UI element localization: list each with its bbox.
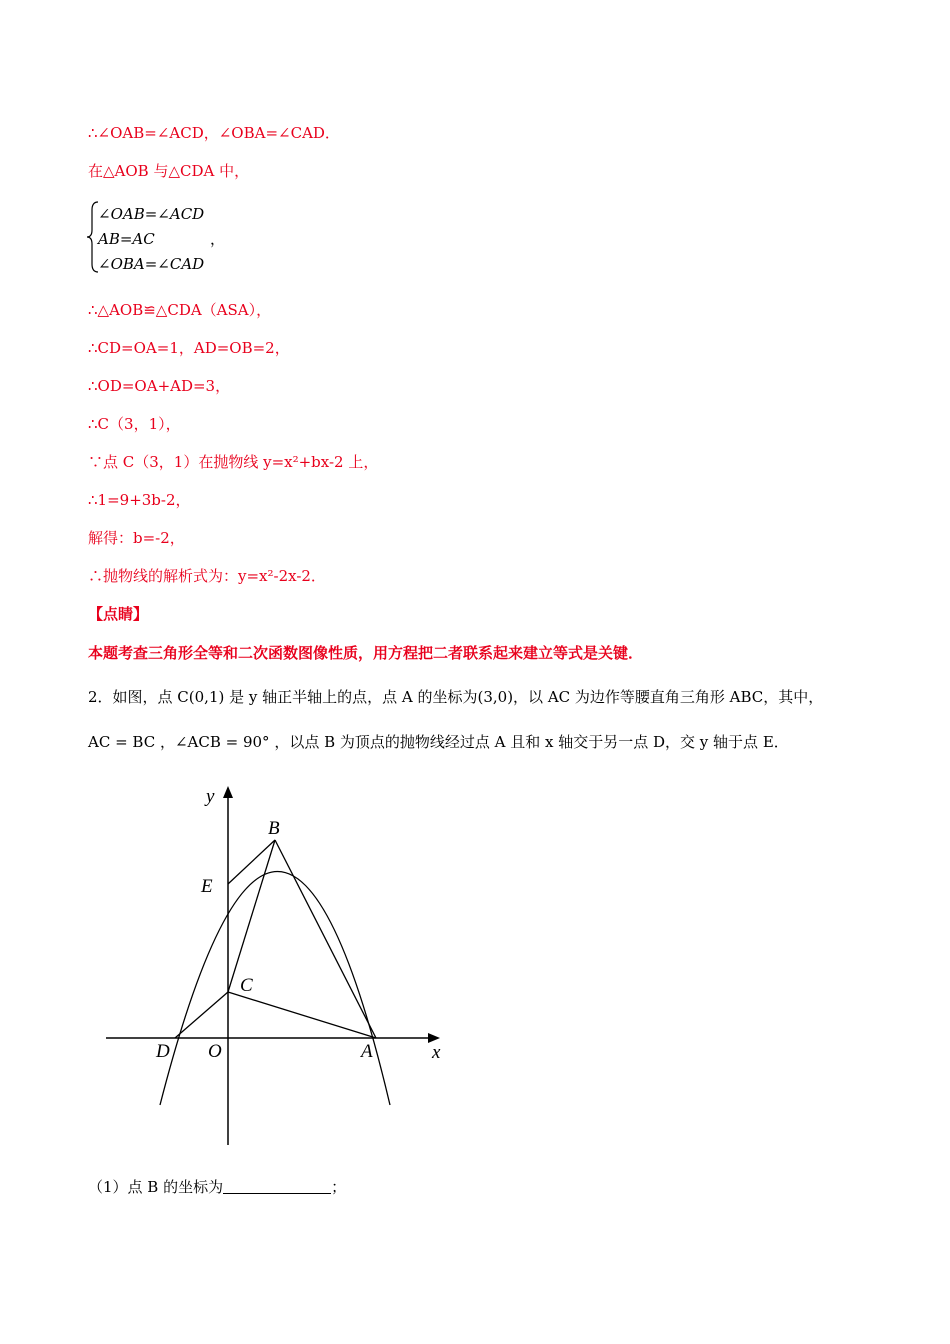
system-eq-1: ∠OAB=∠ACD xyxy=(98,205,205,223)
label-b: B xyxy=(268,818,280,839)
label-y: y xyxy=(206,786,215,807)
solution-line-5: ∴OD=OA+AD=3， xyxy=(88,377,231,395)
solution-line-7: ∵点 C（3，1）在抛物线 y=x²+bx-2 上， xyxy=(88,453,379,471)
part-1-text: （1）点 B 的坐标为 xyxy=(88,1178,224,1196)
segment-dc xyxy=(175,992,228,1038)
parabola xyxy=(160,872,390,1106)
part-1-end: ； xyxy=(331,1178,347,1196)
solution-line-9: 解得：b=-2， xyxy=(88,529,185,547)
review-text: 本题考查三角形全等和二次函数图像性质，用方程把二者联系起来建立等式是关键． xyxy=(88,644,644,662)
label-c: C xyxy=(240,975,253,996)
system-eq-3: ∠OBA=∠CAD xyxy=(98,255,205,273)
geometry-figure xyxy=(100,780,460,1150)
system-comma: ， xyxy=(210,230,226,248)
label-e: E xyxy=(201,876,213,897)
solution-line-4: ∴CD=OA=1，AD=OB=2， xyxy=(88,339,290,357)
answer-blank[interactable] xyxy=(223,1179,331,1194)
label-d: D xyxy=(156,1041,170,1062)
label-x: x xyxy=(432,1042,441,1063)
y-axis-arrow xyxy=(223,786,233,798)
solution-line-2: 在△AOB 与△CDA 中， xyxy=(88,162,250,180)
system-eq-2: AB=AC xyxy=(98,230,155,248)
review-heading: 【点睛】 xyxy=(88,605,149,623)
solution-line-8: ∴1=9+3b-2， xyxy=(88,491,191,509)
segment-ba xyxy=(275,840,376,1038)
question-line-2: AC = BC ，∠ACB = 90° ，以点 B 为顶点的抛物线经过点 A 且和 x 轴交于另一点 D，交 y 轴于点 E． xyxy=(88,733,789,751)
label-o: O xyxy=(208,1041,222,1062)
part-1 xyxy=(88,1176,346,1198)
segment-ca xyxy=(228,992,376,1038)
solution-line-6: ∴C（3，1）， xyxy=(88,415,181,433)
solution-line-10: ∴抛物线的解析式为：y=x²-2x-2． xyxy=(88,567,326,585)
question-line-1: 2．如图，点 C(0,1) 是 y 轴正半轴上的点，点 A 的坐标为(3,0)，以 AC 为边作等腰直角三角形 ABC，其中， xyxy=(88,688,824,706)
solution-line-1: ∴∠OAB=∠ACD，∠OBA=∠CAD． xyxy=(88,124,340,142)
label-a: A xyxy=(361,1041,373,1062)
solution-line-3: ∴△AOB≌△CDA（ASA）， xyxy=(88,301,272,319)
